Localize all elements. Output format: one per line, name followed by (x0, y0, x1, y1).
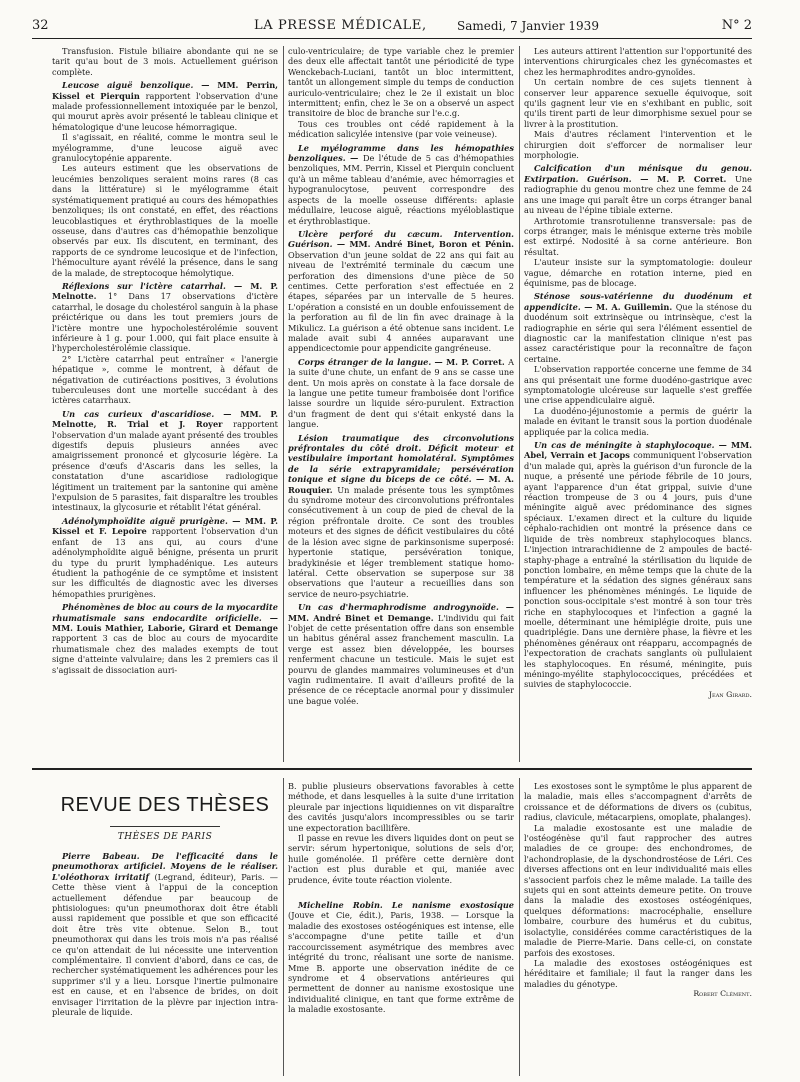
paragraph: La maladie exostosante est une maladie de l'ostéogénèse qu'il faut rapprocher des autres maladies de ce groupe: des enchondromes, de l'achondroplasie, de la dyschondrostéose de Léri. Ces diverses affections ont en leur individualité mais elles s'associent parfois chez le même malade. La taille des sujets qui en sont atteints demeure petite. On trouve dans la maladie des exostoses ostéogéniques, quelques déformations: macrocéphalie, ensellure lombaire, courbure des humérus et du cubitus, isolactylie, considérées comme caractéristiques de la maladie de Pierre-Marie. Dans celle-ci, on constate parfois des exostoses. (524, 822, 752, 958)
issue-date: Samedi, 7 Janvier 1939 (457, 19, 599, 33)
paragraph: Transfusion. Fistule biliaire abondante qui ne se tarit qu'au bout de 3 mois. Actuellement guérison complète. (52, 46, 278, 77)
article-authors: MM. Perrin, Kissel et Pierquin (52, 80, 278, 101)
article-title: Un cas curieux d'ascaridiose. (62, 408, 215, 419)
paragraph: L'auteur insiste sur la symptomatologie: douleur vague, démarche en rotation interne, pied en équinisme, pas de blocage. (524, 257, 752, 288)
paragraph: La maladie des exostoses ostéogéniques est héréditaire et familiale; il faut la ranger dans les maladies du génotype. (524, 957, 752, 989)
revue-column-3 (524, 781, 752, 1076)
article-title: Sténose sous-vatérienne du duodénum et appendicite. (524, 291, 752, 312)
article-entry: Le myélogramme dans les hémopathies benzoliques. — De l'étude de 5 cas d'hémopathies benzoliques, MM. Perrin, Kissel et Pierquin concluent qu'à un même tableau d'anémie, avec hémorragies et hypogranulocytose, peuvent correspondre des aspects de la moelle osseuse différents: aplasie médullaire, leucose aiguë, réactions myéloblastique et érythroblastique. (288, 142, 514, 226)
author-signature: Robert Clément. (693, 989, 752, 999)
article-title: Lésion traumatique des circonvolutions préfrontales du côté droit. Déficit moteur et vestibulaire important homolatéral. Symptômes de la série extrapyramidale; persévération tonique et signe du biceps de ce côté. (288, 432, 514, 485)
article-authors: M. P. Melnotte. (52, 280, 278, 302)
header-rule (32, 38, 752, 39)
article-authors: M. A. Rouquier. (288, 474, 514, 495)
column-divider (519, 778, 520, 1076)
article-title: Un cas d'hermaphrodisme androgynoïde. (298, 602, 499, 613)
paragraph: Les auteurs attirent l'attention sur l'opportunité des interventions chirurgicales chez les gynécomastes et chez les hermaphrodites andro-gynoïdes. (524, 46, 752, 77)
title-rule (110, 826, 220, 827)
top-column-2 (288, 46, 514, 762)
paragraph: Mais d'autres réclament l'intervention et le chirurgien doit s'efforcer de normaliser leur morphologie. (524, 129, 752, 161)
article-entry: Leucose aiguë benzolique. — MM. Perrin, Kissel et Pierquin rapportent l'observation d'une malade professionnellement intoxiquée par le benzol, qui mourut après avoir présenté le tableau clinique et hématologique d'une leucose hémorragique. (52, 80, 278, 132)
article-authors: M. P. Corret. (657, 173, 727, 184)
article-title: Adénolymphoïdite aiguë prurigène. (62, 515, 228, 526)
section-subtitle: THÈSES DE PARIS (117, 832, 213, 842)
paragraph: B. publie plusieurs observations favorables à cette méthode, et dans lesquelles à la suite d'une irritation pleurale par injections liquidiennes on vit disparaître des cavités jusqu'alors incompressibles ou se tarir une expectoration bacillifère. (288, 781, 514, 833)
revue-column-1 (52, 848, 278, 1076)
article-body: A la suite d'une chute, un enfant de 9 ans se casse une dent. Un mois après on constate à la face dorsale de la langue une petite tumeur framboisée dont l'orifice laisse sourdre un liquide séro-purulent. Extraction d'un fragment de dent qui s'était enkysté dans la langue. (288, 356, 514, 430)
article-title: Ulcère perforé du cæcum. Intervention. Guérison. (288, 228, 514, 250)
section-title: REVUE DES THÈSES (60, 794, 270, 816)
article-entry: Un cas de méningite à staphylocoque. — MM. Abel, Verrain et Jacops communiquent l'observation d'un malade qui, après la guérison d'un furoncle de la nuque, a présenté une période fébrile de 10 jours, ayant l'apparence d'un état grippal, suivie d'une réaction trompeuse de 3 ou 4 jours, puis d'une méningite aiguë avec prédominance des signes spéciaux. L'examen direct et la culture du liquide céphalo-rachidien ont montré la présence dans ce liquide de très nombreux staphylocoques blancs. L'injection intrarachidienne de 2 ampoules de bacté-staphy-phage a entraîné la stérilisation du liquide de ponction lombaire, en même temps que la chute de la température et la sédation des signes généraux sans influencer les phénomènes méningés. Le liquide de ponction sous-occipitale s'est montré à son tour très riche en staphylocoques et l'infection a gagné la moelle, déterminant une hémiplégie droite, puis une quadriplégie. Dans une dernière phase, la fièvre et les phénomènes généraux ont réapparu, accompagnés de l'expectoration de crachats sanglants où pullulaient les staphylocoques. En résumé, méningite, puis méningo-myélite staphylococciques, précédées et suivies de staphylococcie. (524, 440, 752, 690)
revue-column-2 (288, 781, 514, 1076)
paragraph: Un certain nombre de ces sujets tiennent à conserver leur apparence sexuelle équivoque, soit qu'ils gagnent leur vie en s'exhibant en public, soit qu'ils tirent parti de leur dimorphisme sexuel pour se livrer à la prostitution. (524, 77, 752, 129)
article-entry: Réflexions sur l'ictère catarrhal. — M. P. Melnotte. 1° Dans 17 observations d'ictère catarrhal, le dosage du cholestérol sanguin à la phase préictérique ou dans les tout premiers jours de l'ictère montre une hypocholestérolémie souvent inférieure à 1 g. pour 1.000, qui fait place ensuite à l'hypercholestérolémie classique. (52, 280, 278, 354)
paragraph: L'observation rapportée concerne une femme de 34 ans qui présentait une forme duodéno-gastrique avec symptomatologie ulcéreuse sur laquelle s'est greffée une crise appendiculaire aiguë. (524, 364, 752, 406)
top-column-1 (52, 46, 278, 762)
article-body: rapportent l'observation d'un malade ayant présenté des troubles digestifs depuis plusieurs années avec amaigrissement prononcé et glycosurie légère. La présence d'œufs d'Ascaris dans les selles, la constatation d'une ascaridiose radiologique légitiment un traitement par la santonine qui amène l'expulsion de 5 parasites, fait disparaître les troubles intestinaux, la glycosurie et rétablit l'état général. (52, 419, 278, 513)
article-title: Corps étranger de la langue. (298, 356, 432, 367)
article-title: Un cas de méningite à staphylocoque. (534, 440, 715, 451)
article-entry: Corps étranger de la langue. — M. P. Corret. A la suite d'une chute, un enfant de 9 ans se casse une dent. Un mois après on constate à la face dorsale de la langue une petite tumeur framboisée dont l'orifice laisse sourdre un liquide séro-purulent. Extraction d'un fragment de dent qui s'était enkysté dans la langue. (288, 356, 514, 430)
article-title: Réflexions sur l'ictère catarrhal. (62, 280, 226, 291)
article-title: Calcification d'un ménisque du genou. Extirpation. Guérison. (524, 163, 752, 184)
page-header (32, 18, 752, 38)
article-entry: Calcification d'un ménisque du genou. Extirpation. Guérison. — M. P. Corret. Une radiographie du genou montre chez une femme de 24 ans une image qui paraît être un corps étranger banal au niveau de l'épine tibiale externe. (524, 163, 752, 216)
article-entry: Un cas curieux d'ascaridiose. — MM. P. Melnotte, R. Trial et J. Royer rapportent l'observation d'un malade ayant présenté des troubles digestifs depuis plusieurs années avec amaigrissement prononcé et glycosurie légère. La présence d'œufs d'Ascaris dans les selles, la constatation d'une ascaridiose radiologique légitiment un traitement par la santonine qui amène l'expulsion de 5 parasites, fait disparaître les troubles intestinaux, la glycosurie et rétablit l'état général. (52, 408, 278, 513)
section-rule (32, 768, 752, 770)
article-authors: MM. Louis Mathier, Laborie, Girard et Demange (52, 622, 278, 633)
article-body: (Legrand, éditeur), Paris. — Cette thèse vient à l'appui de la conception actuellement défendue par beaucoup de phtisiologues: qu'un pneumothorax doit être établi aussi rapidement que possible et que son efficacité doit être très vite obtenue. Selon B., tout pneumothorax qui dans les trois mois n'a pas réalisé ce qu'on attendait de lui nécessite une intervention complémentaire. Il convient d'abord, dans ce cas, de rechercher systématiquement les adhérences pour les supprimer s'il y a lieu. Lorsque l'inertie pulmonaire est en cause, et en l'absence de brides, on doit envisager l'irritation de la plèvre par injection intra-pleurale de liquide. (52, 871, 278, 1018)
article-entry: Adénolymphoïdite aiguë prurigène. — MM. P. Kissel et F. Lepoire rapportent l'observation d'un enfant de 13 ans qui, au cours d'une adénolymphoïdite aiguë bénigne, présenta un prurit du type du prurit lymphadénique. Les auteurs étudient la pathogénie de ce symptôme et insistent sur les difficultés de diagnostic avec les diverses hémopathies prurigènes. (52, 515, 278, 599)
article-body: De l'étude de 5 cas d'hémopathies benzoliques, MM. Perrin, Kissel et Pierquin concluent qu'à un même tableau d'anémie, avec hémorragies et hypogranulocytose, peuvent correspondre des aspects de la moelle osseuse différents: aplasie médullaire, leucose aiguë, réactions myéloblastique et érythroblastique. (288, 153, 514, 226)
article-body: rapportent l'observation d'un enfant de 13 ans qui, au cours d'une adénolymphoïdite aiguë bénigne, présenta un prurit du type du prurit lymphadénique. Les auteurs étudient la pathogénie de ce symptôme et insistent sur les difficultés de diagnostic avec les diverses hémopathies prurigènes. (52, 526, 278, 599)
article-title: Phénomènes de bloc au cours de la myocardite rhumatismale sans endocardite orificielle. (52, 602, 278, 623)
article-body: L'individu qui fait l'objet de cette présentation offre dans son ensemble un habitus général assez franchement masculin. La verge est assez bien développée, les bourses renferment chacune un testicule. Mais le sujet est pourvu de glandes mammaires volumineuses et d'un vagin rudimentaire. Il avait d'ailleurs profité de la présence de ce réceptacle anormal pour y dissimuler une bague volée. (288, 612, 514, 706)
article-entry: Lésion traumatique des circonvolutions préfrontales du côté droit. Déficit moteur et vestibulaire important homolatéral. Symptômes de la série extrapyramidale; persévération tonique et signe du biceps de ce côté. — M. A. Rouquier. Un malade présente tous les symptômes du syndrome moteur des circonvolutions préfrontales consécutivement à un coup de pied de cheval de la région préfrontale droite. Ce sont des troubles moteurs et des signes de déficit vestibulaires du côté de la lésion avec signe de parkinsonisme superposé: hypertonie statique, persévération tonique, bradykinésie et léger tremblement statique homo-latéral. Cette observation se superpose sur 38 observations que l'auteur a recueillies dans son service de neuro-psychiatrie. (288, 432, 514, 599)
column-divider (283, 778, 284, 1076)
article-title: Le myélogramme dans les hémopathies benzoliques. (288, 142, 514, 164)
article-authors: MM. P. Kissel et F. Lepoire (52, 515, 278, 537)
page-number: 32 (32, 18, 49, 33)
issue-number: N° 2 (721, 18, 752, 33)
article-body: Observation d'un jeune soldat de 22 ans qui fait au niveau de l'extrémité terminale du cæcum une perforation des dimensions d'une pièce de 50 centimes. Cette perforation s'est effectuée en 2 étapes, séparées par un intervalle de 5 heures. L'opération a consisté en un double enfouissement de la perforation au fil de lin fin avec drainage à la Mikulicz. La guérison a été obtenue sans incident. Le malade avait subi 4 années auparavant une appendicectomie pour appendicite gangréneuse. (288, 249, 514, 354)
article-title: Pierre Babeau. De l'efficacité dans le pneumothorax artificiel. Moyens de le réaliser. L'oléothorax irritatif (52, 851, 278, 882)
article-authors: MM. Abel, Verrain et Jacops (524, 440, 752, 461)
article-entry: Ulcère perforé du cæcum. Intervention. Guérison. — MM. André Binet, Boron et Pénin. Observation d'un jeune soldat de 22 ans qui fait au niveau de l'extrémité terminale du cæcum une perforation des dimensions d'une pièce de 50 centimes. Cette perforation s'est effectuée en 2 étapes, séparées par un intervalle de 5 heures. L'opération a consisté en un double enfouissement de la perforation au fil de lin fin avec drainage à la Mikulicz. La guérison a été obtenue sans incident. Le malade avait subi 4 années auparavant une appendicectomie pour appendicite gangréneuse. (288, 228, 514, 354)
article-authors: M. A. Guillemin. (595, 301, 673, 312)
article-body: communiquent l'observation d'un malade qui, après la guérison d'un furoncle de la nuque, a présenté une période fébrile de 10 jours, ayant l'apparence d'un état grippal, suivie d'une réaction trompeuse de 3 ou 4 jours, puis d'une méningite aiguë avec prédominance des signes spéciaux. L'examen direct et la culture du liquide céphalo-rachidien ont montré la présence dans ce liquide de très nombreux staphylocoques blancs. L'injection intrarachidienne de 2 ampoules de bacté-staphy-phage a entraîné la stérilisation du liquide de ponction lombaire, en même temps que la chute de la température et la sédation des signes généraux sans influencer les phénomènes méningés. Le liquide de ponction sous-occipitale s'est montré à son tour très riche en staphylocoques et l'infection a gagné la moelle, déterminant une hémiplégie droite, puis une quadriplégie. Dans une dernière phase, la fièvre et les phénomènes généraux ont réapparu, accompagnés de l'expectoration de crachats sanglants où pullulaient les staphylocoques. En résumé, méningite, puis méningo-myélite staphylococciques, précédées et suivies de staphylococcie. (524, 450, 752, 690)
article-body: 1° Dans 17 observations d'ictère catarrhal, le dosage du cholestérol sanguin à la phase préictérique ou dans les tout premiers jours de l'ictère montre une hypocholestérolémie souvent inférieure à 1 g. pour 1.000, qui fait place ensuite à l'hypercholestérolémie classique. (52, 291, 278, 354)
spacer (288, 885, 514, 897)
paragraph: Il passe en revue les divers liquides dont on peut se servir: sérum hypertonique, solutions de sels d'or, huile goménolée. Il préfère cette dernière dont l'action est plus durable et qui, maniée avec prudence, évite toute réaction violente. (288, 833, 514, 885)
top-column-3 (524, 46, 752, 762)
article-body: (Jouve et Cie, édit.), Paris, 1938. — Lorsque la maladie des exostoses ostéogéniques est intense, elle s'accompagne d'une petite taille et d'un raccourcissement asymétrique des membres avec intégrité du tronc, réalisant une sorte de nanisme. Mme B. apporte une observation inédite de ce syndrome et 4 observations antérieures qui permettent de donner au nanisme exostosique une individualité clinique, en tant que forme extrême de la maladie exostosante. (288, 910, 514, 1015)
column-divider (283, 46, 284, 762)
paragraph: Les exostoses sont le symptôme le plus apparent de la maladie, mais elles s'accompagnent d'arrêts de croissance et de déformations de divers os (cubitus, radius, clavicule, métacarpiens, omoplate, phalanges). (524, 781, 752, 823)
article-body: rapportent 3 cas de bloc au cours de myocardite rhumatismale chez des malades exempts de tout signe d'atteinte valvulaire; dans les 2 premiers cas il s'agissait de dissociation auri- (52, 633, 278, 675)
article-body: Un malade présente tous les symptômes du syndrome moteur des circonvolutions préfrontales consécutivement à un coup de pied de cheval de la région préfrontale droite. Ce sont des troubles moteurs et des signes de déficit vestibulaires du côté de la lésion avec signe de parkinsonisme superposé: hypertonie statique, persévération tonique, bradykinésie et léger tremblement statique homo-latéral. Cette observation se superpose sur 38 observations que l'auteur a recueillies dans son service de neuro-psychiatrie. (288, 484, 514, 599)
article-authors: MM. André Binet et Demange. (288, 612, 434, 623)
article-entry (288, 900, 514, 1014)
paragraph: Arthrotomie transrotulienne transversale: pas de corps étranger, mais le ménisque externe très mobile est extirpé. Nodosité à sa corne antérieure. Bon résultat. (524, 215, 752, 257)
article-title: Micheline Robin. Le nanisme exostosique (298, 900, 514, 911)
article-authors: MM. André Binet, Boron et Pénin. (349, 239, 514, 250)
article-authors: MM. P. Melnotte, R. Trial et J. Royer (52, 408, 278, 430)
article-body: rapportent l'observation d'une malade professionnellement intoxiquée par le benzol, qui mourut après avoir présenté le tableau clinique et hématologique d'une leucose hémorragique. (52, 90, 278, 132)
column-divider (519, 46, 520, 762)
article-entry: Phénomènes de bloc au cours de la myocardite rhumatismale sans endocardite orificielle. — MM. Louis Mathier, Laborie, Girard et Demange rapportent 3 cas de bloc au cours de myocardite rhumatismale chez des malades exempts de tout signe d'atteinte valvulaire; dans les 2 premiers cas il s'agissait de dissociation auri- (52, 602, 278, 675)
paragraph: Tous ces troubles ont cédé rapidement à la médication salicylée intensive (par voie veineuse). (288, 118, 514, 140)
article-title: Leucose aiguë benzolique. (62, 80, 194, 91)
article-authors: M. P. Corret. (446, 356, 505, 367)
journal-title: LA PRESSE MÉDICALE, (254, 18, 427, 33)
paragraph: Il s'agissait, en réalité, comme le montra seul le myélogramme, d'une leucose aiguë avec granulocytopénie apparente. (52, 132, 278, 164)
article-entry: Sténose sous-vatérienne du duodénum et appendicite. — M. A. Guillemin. Que la sténose du duodénum soit extrinsèque ou intrinsèque, c'est la radiographie en série qui sera l'élément essentiel de diagnostic car la manifestation clinique n'est pas assez caractéristique pour la reconnaître de façon certaine. (524, 291, 752, 364)
author-signature: Jean Girard. (708, 689, 752, 699)
paragraph: culo-ventriculaire; de type variable chez le premier des deux elle affectait tantôt une périodicité de type Wenckebach-Luciani, tantôt un bloc intermittent, tantôt un allongement simple du temps de conduction auriculo-ventriculaire; chez le 2e il existait un bloc intermittent; enfin, chez le 3e on a observé un aspect transitoire de bloc de branche sur l'e.c.g. (288, 46, 514, 119)
article-body: Une radiographie du genou montre chez une femme de 24 ans une image qui paraît être un corps étranger banal au niveau de l'épine tibiale externe. (524, 173, 752, 216)
paragraph: La duodéno-jéjunostomie a permis de guérir la malade en évitant le transit sous la portion duodénale appliquée par la colica media. (524, 405, 752, 437)
article-entry: Un cas d'hermaphrodisme androgynoïde. — MM. André Binet et Demange. L'individu qui fait l'objet de cette présentation offre dans son ensemble un habitus général assez franchement masculin. La verge est assez bien développée, les bourses renferment chacune un testicule. Mais le sujet est pourvu de glandes mammaires volumineuses et d'un vagin rudimentaire. Il avait d'ailleurs profité de la présence de ce réceptacle anormal pour y dissimuler une bague volée. (288, 602, 514, 706)
paragraph: Les auteurs estiment que les observations de leucémies benzoliques seraient moins rares (8 cas dans la littérature) si le myélogramme était systématiquement pratiqué au cours des hémopathies benzoliques; ils ont constaté, en effet, des réactions leucoblastiques et érythroblastiques de la moelle osseuse, dans d'autres cas d'hémopathie benzolique observés par eux. Ils discutent, en terminant, des rapports de ce syndrome leucosique et de l'infection, l'hémoculture ayant révélé la présence, dans le sang de la malade, de streptocoque hémolytique. (52, 163, 278, 278)
paragraph: 2° L'ictère catarrhal peut entraîner « l'anergie hépatique », comme le montrent, à défaut de négativation de cutiréactions positives, 3 évolutions tuberculeuses dont une mortelle succédant à des ictères catarrhaux. (52, 353, 278, 406)
article-entry (52, 851, 278, 1018)
article-body: Que la sténose du duodénum soit extrinsèque ou intrinsèque, c'est la radiographie en série qui sera l'élément essentiel de diagnostic car la manifestation clinique n'est pas assez caractéristique pour la reconnaître de façon certaine. (524, 301, 752, 364)
